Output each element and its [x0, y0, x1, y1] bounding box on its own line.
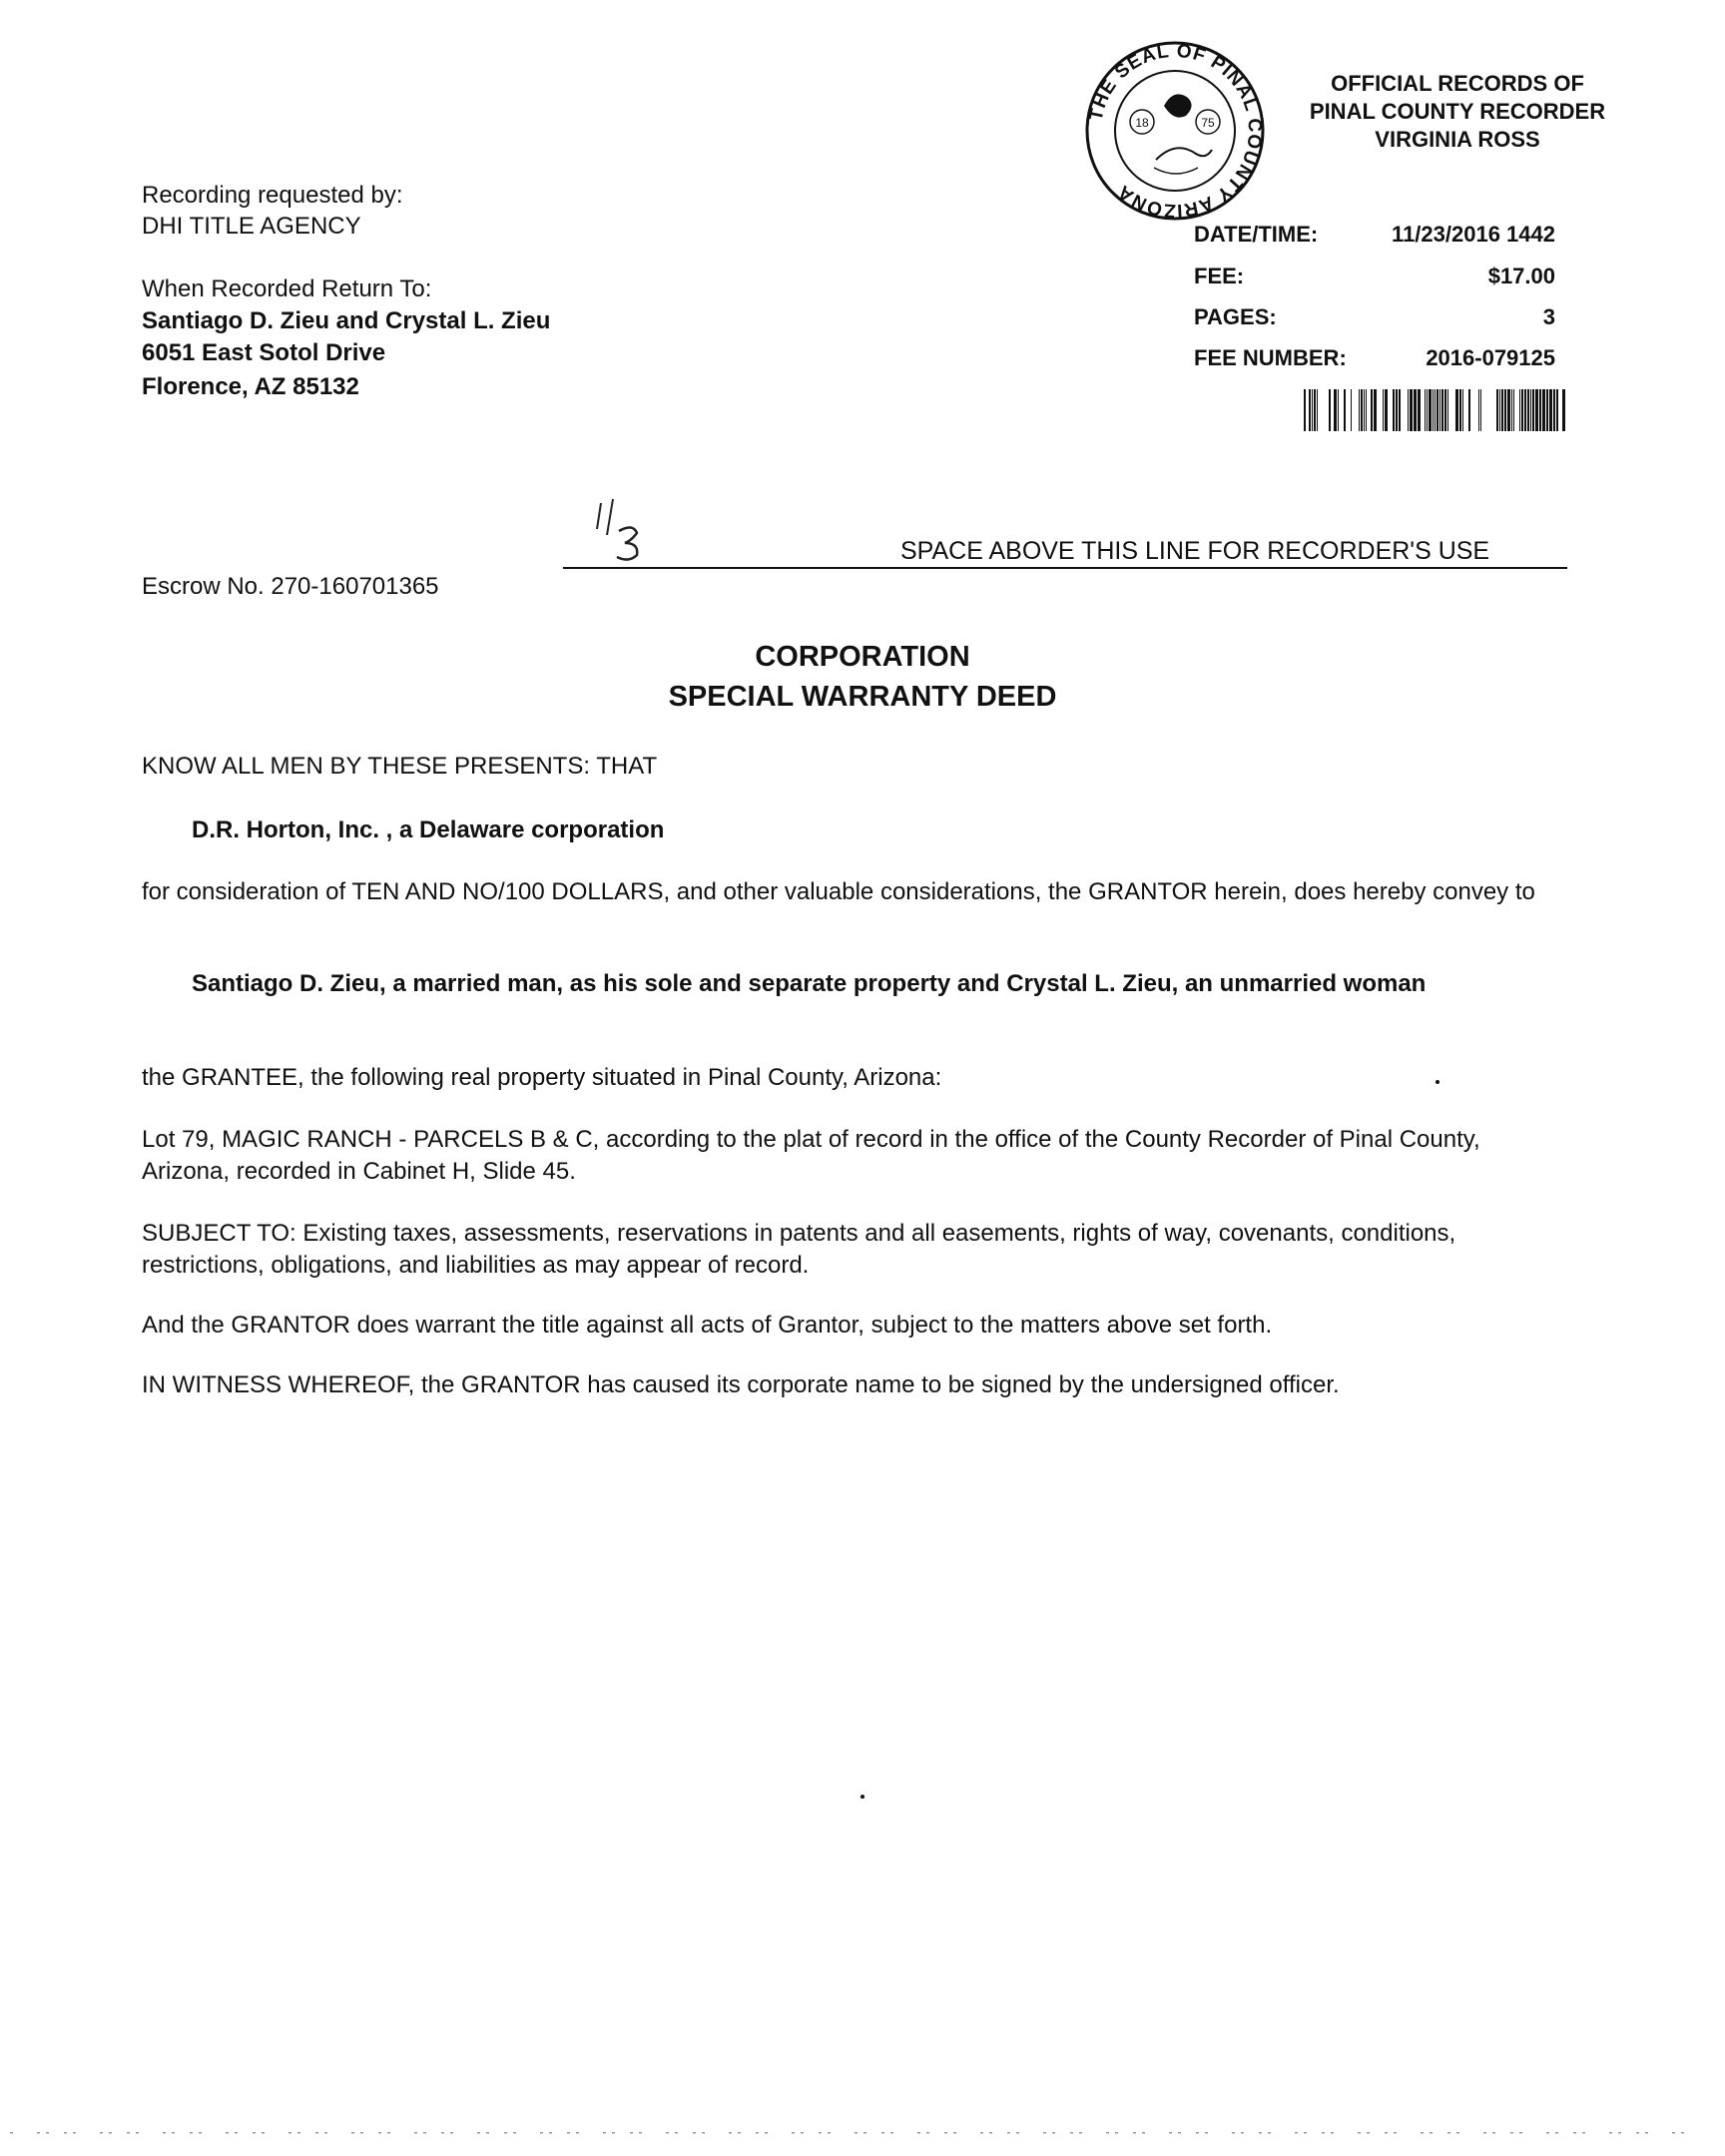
scan-dot — [855, 2132, 858, 2134]
scan-dot — [37, 2132, 40, 2134]
barcode-bar — [1562, 389, 1565, 431]
barcode — [1304, 389, 1565, 431]
scan-dot — [1007, 2132, 1010, 2134]
scan-dot — [1519, 2132, 1522, 2134]
records-line-1: OFFICIAL RECORDS OF — [1331, 71, 1584, 96]
pages-row — [1194, 304, 1555, 334]
scan-dot — [576, 2132, 579, 2134]
fee-row — [1194, 264, 1555, 293]
barcode-bar — [1480, 389, 1481, 431]
subject-to-clause: SUBJECT TO: Existing taxes, assessments, reservations in patents and all easements, rights of way, covenants, conditions, restrictions, obligations, and liabilities as may appear of record. — [142, 1220, 1456, 1279]
scan-dot — [693, 2132, 696, 2134]
title-line-2: SPECIAL WARRANTY DEED — [668, 681, 1057, 713]
scan-dot — [953, 2132, 956, 2134]
scan-dot — [1645, 2132, 1648, 2134]
requested-by: DHI TITLE AGENCY — [142, 213, 361, 240]
barcode-bar — [1338, 389, 1339, 431]
scan-dot — [1232, 2132, 1235, 2134]
scan-dot — [1196, 2132, 1199, 2134]
scan-dot — [199, 2132, 202, 2134]
barcode-bar — [1429, 389, 1432, 431]
scan-dot — [109, 2132, 112, 2134]
scan-dot — [324, 2132, 327, 2134]
grantee-name: Santiago D. Zieu, a married man, as his sole and separate property and Crystal L. Zieu, an unmarried woman — [192, 970, 1427, 997]
scan-dot — [603, 2132, 606, 2134]
records-line-3: VIRGINIA ROSS — [1375, 127, 1540, 152]
scan-dot — [414, 2132, 417, 2134]
title-line-1: CORPORATION — [755, 641, 970, 673]
barcode-bar — [1439, 389, 1440, 431]
pages-label: PAGES: — [1194, 304, 1277, 329]
scan-dot — [1358, 2132, 1361, 2134]
scan-dot — [1169, 2132, 1172, 2134]
scan-dot — [1618, 2132, 1621, 2134]
scan-mark — [861, 1795, 864, 1799]
scan-dot — [1555, 2132, 1558, 2134]
barcode-bar — [1396, 389, 1398, 431]
barcode-bar — [1393, 389, 1395, 431]
barcode-bar — [1539, 389, 1541, 431]
scan-dot — [378, 2132, 381, 2134]
barcode-bar — [1366, 389, 1367, 431]
scan-dot — [1582, 2132, 1585, 2134]
barcode-bar — [1329, 389, 1331, 431]
scan-dot — [1268, 2132, 1271, 2134]
scan-dot — [765, 2132, 768, 2134]
scan-dot — [10, 2132, 13, 2134]
barcode-bar — [1427, 389, 1428, 431]
document-title — [0, 637, 1725, 717]
scan-dot — [127, 2132, 130, 2134]
barcode-bar — [1304, 389, 1306, 431]
barcode-bar — [1309, 389, 1311, 431]
barcode-bar — [1549, 389, 1552, 431]
scan-dot — [1483, 2132, 1486, 2134]
fee-number-label: FEE NUMBER: — [1194, 345, 1347, 370]
scan-dot — [190, 2132, 193, 2134]
barcode-bar — [1511, 389, 1512, 431]
scan-dot — [351, 2132, 354, 2134]
barcode-bar — [1334, 389, 1337, 431]
grantee-clause: the GRANTEE, the following real property situated in Pinal County, Arizona: — [142, 1064, 942, 1091]
barcode-bar — [1504, 389, 1506, 431]
scan-dot — [1322, 2132, 1325, 2134]
barcode-bar — [1435, 389, 1436, 431]
handwritten-page-note — [583, 495, 663, 565]
scan-dot — [702, 2132, 705, 2134]
scan-dot — [1205, 2132, 1208, 2134]
scan-dot — [235, 2132, 238, 2134]
barcode-bar — [1556, 389, 1558, 431]
barcode-bar — [1371, 389, 1373, 431]
barcode-bar — [1444, 389, 1446, 431]
seal-text: THE SEAL OF PINAL COUNTY ARIZONA — [1085, 40, 1266, 222]
scan-dot — [315, 2132, 318, 2134]
scan-dot — [1609, 2132, 1612, 2134]
scan-dot — [890, 2132, 893, 2134]
fee-number-row — [1194, 345, 1555, 375]
datetime-row — [1194, 222, 1555, 252]
return-to-street: 6051 East Sotol Drive — [142, 339, 386, 366]
barcode-bar — [1437, 389, 1438, 431]
barcode-bar — [1314, 389, 1316, 431]
records-line-2: PINAL COUNTY RECORDER — [1309, 99, 1606, 124]
scan-dot — [1142, 2132, 1145, 2134]
scan-dot — [1259, 2132, 1262, 2134]
scan-dot — [1421, 2132, 1424, 2134]
seal-year-left: 18 — [1135, 116, 1149, 130]
barcode-bar — [1359, 389, 1360, 431]
barcode-bar — [1414, 389, 1417, 431]
barcode-bar — [1455, 389, 1458, 431]
scan-dot — [926, 2132, 929, 2134]
scan-dot — [1394, 2132, 1397, 2134]
recorder-space-divider — [563, 567, 1567, 569]
scan-dot — [666, 2132, 669, 2134]
scan-dot — [1070, 2132, 1073, 2134]
fee-number-value: 2016-079125 — [1426, 345, 1555, 370]
scan-dot — [486, 2132, 489, 2134]
barcode-bar — [1524, 389, 1526, 431]
barcode-bar — [1462, 389, 1463, 431]
barcode-bar — [1513, 389, 1514, 431]
scan-dot — [1430, 2132, 1433, 2134]
official-records-header — [1228, 70, 1687, 154]
scan-dot — [612, 2132, 615, 2134]
scan-dot — [504, 2132, 507, 2134]
scan-dot — [540, 2132, 543, 2134]
scan-dot — [1681, 2132, 1684, 2134]
scan-dot — [1492, 2132, 1495, 2134]
barcode-bar — [1553, 389, 1555, 431]
scan-dot — [639, 2132, 642, 2134]
scan-dot — [1447, 2132, 1450, 2134]
fee-label: FEE: — [1194, 264, 1245, 288]
barcode-bar — [1399, 389, 1401, 431]
scan-dot — [980, 2132, 983, 2134]
scan-dot — [675, 2132, 678, 2134]
scan-dot — [989, 2132, 992, 2134]
scan-dot — [1295, 2132, 1298, 2134]
scan-dot — [441, 2132, 444, 2134]
barcode-bar — [1535, 389, 1538, 431]
warranty-clause: And the GRANTOR does warrant the title against all acts of Grantor, subject to the matters above set forth. — [142, 1312, 1273, 1339]
datetime-label: DATE/TIME: — [1194, 222, 1319, 247]
scan-dot — [1636, 2132, 1639, 2134]
scan-dot — [792, 2132, 795, 2134]
barcode-bar — [1383, 389, 1384, 431]
barcode-bar — [1530, 389, 1531, 431]
barcode-bar — [1433, 389, 1434, 431]
scan-dot — [1367, 2132, 1370, 2134]
return-to-label: When Recorded Return To: — [142, 275, 432, 302]
know-all-clause: KNOW ALL MEN BY THESE PRESENTS: THAT — [142, 753, 658, 780]
scan-dot — [1133, 2132, 1136, 2134]
scan-dot — [567, 2132, 570, 2134]
scan-dot — [423, 2132, 426, 2134]
barcode-bar — [1447, 389, 1448, 431]
scan-dot — [1510, 2132, 1513, 2134]
scan-dot — [630, 2132, 633, 2134]
scan-dot — [136, 2132, 139, 2134]
scan-dot — [863, 2132, 866, 2134]
scan-dot — [1573, 2132, 1576, 2134]
barcode-bar — [1317, 389, 1318, 431]
witness-clause: IN WITNESS WHEREOF, the GRANTOR has caused its corporate name to be signed by the undersigned officer. — [142, 1371, 1340, 1398]
barcode-bar — [1459, 389, 1461, 431]
scan-dot — [881, 2132, 884, 2134]
scan-dot — [163, 2132, 166, 2134]
recorder-space-notice: SPACE ABOVE THIS LINE FOR RECORDER'S USE — [900, 537, 1490, 565]
scan-dot — [1043, 2132, 1046, 2134]
barcode-bar — [1385, 389, 1388, 431]
scan-dot — [917, 2132, 920, 2134]
legal-description: Lot 79, MAGIC RANCH - PARCELS B & C, according to the plat of record in the office of the County Recorder of Pinal County, Arizona, recorded in Cabinet H, Slide 45. — [142, 1126, 1480, 1185]
scan-dot — [172, 2132, 175, 2134]
barcode-bar — [1496, 389, 1498, 431]
scan-dot — [513, 2132, 516, 2134]
scan-dot — [73, 2132, 76, 2134]
scan-dot — [1178, 2132, 1181, 2134]
consideration-clause: for consideration of TEN AND NO/100 DOLLARS, and other valuable considerations, the GRANTOR herein, does hereby convey to — [142, 878, 1535, 905]
barcode-bar — [1527, 389, 1529, 431]
scan-dot — [1304, 2132, 1307, 2134]
scan-dot — [253, 2132, 256, 2134]
scan-dot — [1016, 2132, 1019, 2134]
return-to-city: Florence, AZ 85132 — [142, 373, 359, 400]
scan-dot — [1106, 2132, 1109, 2134]
scan-dot — [1672, 2132, 1675, 2134]
barcode-bar — [1441, 389, 1443, 431]
barcode-bar — [1351, 389, 1352, 431]
barcode-bar — [1408, 389, 1409, 431]
barcode-bar — [1507, 389, 1510, 431]
pages-value: 3 — [1542, 304, 1555, 329]
requested-by-label: Recording requested by: — [142, 182, 403, 209]
barcode-bar — [1361, 389, 1363, 431]
barcode-bar — [1418, 389, 1421, 431]
barcode-bar — [1478, 389, 1479, 431]
scan-dot — [64, 2132, 67, 2134]
scan-dot — [100, 2132, 103, 2134]
barcode-bar — [1410, 389, 1413, 431]
scan-dot — [1115, 2132, 1118, 2134]
seal-year-right: 75 — [1201, 116, 1215, 130]
barcode-bar — [1521, 389, 1523, 431]
scan-dot — [226, 2132, 229, 2134]
barcode-bar — [1532, 389, 1534, 431]
scan-dot — [819, 2132, 822, 2134]
scan-dot — [297, 2132, 300, 2134]
barcode-bar — [1364, 389, 1365, 431]
scan-dot — [729, 2132, 732, 2134]
scan-dot — [1052, 2132, 1055, 2134]
scan-dot — [477, 2132, 480, 2134]
grantor-name: D.R. Horton, Inc. , a Delaware corporation — [192, 816, 665, 843]
scan-dot — [828, 2132, 831, 2134]
scan-dot — [1546, 2132, 1549, 2134]
scan-mark — [1436, 1080, 1439, 1084]
scan-dot — [46, 2132, 49, 2134]
barcode-bar — [1344, 389, 1346, 431]
barcode-bar — [1519, 389, 1520, 431]
scan-dot — [1079, 2132, 1082, 2134]
scan-dot — [288, 2132, 291, 2134]
barcode-bar — [1468, 389, 1470, 431]
barcode-bar — [1499, 389, 1500, 431]
return-to-name: Santiago D. Zieu and Crystal L. Zieu — [142, 307, 551, 334]
scan-dot — [944, 2132, 947, 2134]
scan-dot — [450, 2132, 453, 2134]
scan-dot — [1385, 2132, 1388, 2134]
fee-value: $17.00 — [1487, 264, 1555, 288]
scan-dot — [387, 2132, 390, 2134]
barcode-bar — [1546, 389, 1548, 431]
scan-dot — [756, 2132, 759, 2134]
scan-dot — [549, 2132, 552, 2134]
barcode-bar — [1542, 389, 1545, 431]
scan-edge-artifacts — [0, 2126, 1725, 2146]
scan-dot — [262, 2132, 265, 2134]
escrow-number: Escrow No. 270-160701365 — [142, 573, 439, 600]
barcode-bar — [1425, 389, 1426, 431]
scan-dot — [738, 2132, 741, 2134]
barcode-bar — [1312, 389, 1313, 431]
scan-dot — [1241, 2132, 1244, 2134]
scan-dot — [1331, 2132, 1334, 2134]
datetime-value: 11/23/2016 1442 — [1392, 222, 1555, 247]
barcode-bar — [1374, 389, 1377, 431]
scan-dot — [801, 2132, 804, 2134]
scan-dot — [360, 2132, 363, 2134]
scan-dot — [1456, 2132, 1459, 2134]
barcode-bar — [1501, 389, 1503, 431]
